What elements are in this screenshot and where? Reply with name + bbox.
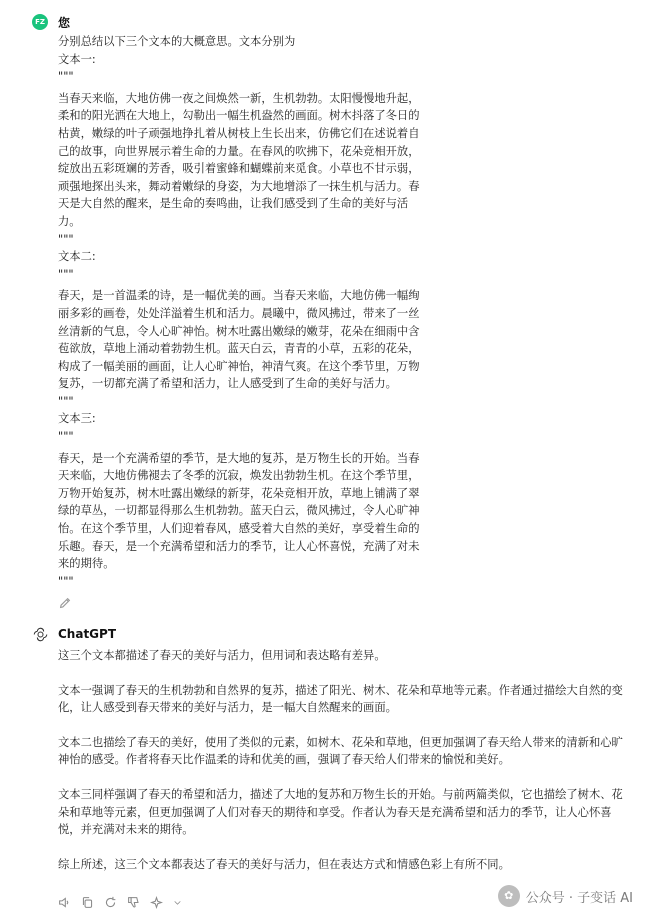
- message-actions: [58, 896, 182, 909]
- user-text-line: 力。: [58, 214, 81, 228]
- thumbs-down-icon[interactable]: [127, 896, 140, 909]
- user-text-line: 绿的草丛，一切都显得那么生机勃勃。蓝天白云，微风拂过，令人心旷神: [58, 504, 420, 518]
- user-text-line: 构成了一幅美丽的画面，让人心旷神怡，神清气爽。在这个季节里，万物: [58, 359, 420, 373]
- user-text-line: 天来临，大地仿佛褪去了冬季的沉寂，焕发出勃勃生机。在这个季节里，: [58, 469, 420, 483]
- edit-icon[interactable]: [58, 596, 72, 610]
- assistant-name: ChatGPT: [58, 627, 117, 641]
- user-text-line: """: [58, 232, 74, 246]
- user-text-line: 乐趣。春天，是一个充满希望和活力的季节，让人心怀喜悦，充满了对未: [58, 539, 420, 553]
- user-text-line: 当春天来临，大地仿佛一夜之间焕然一新，生机勃勃。太阳慢慢地升起，: [58, 91, 420, 105]
- user-message-body: [58, 33, 448, 590]
- assistant-paragraph: 文本一强调了春天的生机勃勃和自然界的复苏，描述了阳光、树木、花朵和草地等元素。作者通过描绘大自然的变化，让人感受到春天带来的美好与活力，是一幅大自然醒来的画面。: [58, 683, 623, 715]
- copy-icon[interactable]: [81, 896, 94, 909]
- assistant-paragraph: 这三个文本都描述了春天的美好与活力，但用词和表达略有差异。: [58, 649, 386, 662]
- user-text-line: 春天，是一首温柔的诗，是一幅优美的画。当春天来临，大地仿佛一幅绚: [58, 289, 420, 303]
- user-text-line: 春天，是一个充满希望的季节，是大地的复苏，是万物生长的开始。当春: [58, 451, 420, 465]
- user-text-line: 丝清新的气息，令人心旷神怡。树木吐露出嫩绿的嫩芽，花朵在细雨中含: [58, 324, 420, 338]
- user-text-line: 来的期待。: [58, 557, 115, 571]
- watermark: [498, 885, 633, 907]
- assistant-paragraph: 文本三同样强调了春天的希望和活力，描述了大地的复苏和万物生长的开始。与前两篇类似，它也描绘了树木、花朵和草地等元素，但更加强调了人们对春天的期待和享受。作者认为春天是充满希望和活力的季节，让人心怀喜悦，并充满对未来的期待。: [58, 787, 623, 837]
- assistant-paragraph: 文本二也描绘了春天的美好，使用了类似的元素，如树木、花朵和草地，但更加强调了春天给人带来的清新和心旷神怡的感受。作者将春天比作温柔的诗和优美的画，强调了春天给人们带来的愉悦和美好。: [58, 735, 623, 767]
- user-text-line: 文本三:: [58, 412, 96, 426]
- speaker-icon[interactable]: [58, 896, 71, 909]
- user-avatar: FZ: [32, 14, 48, 30]
- user-text-line: 万物开始复苏，树木吐露出嫩绿的新芽，花朵竞相开放，草地上铺满了翠: [58, 486, 420, 500]
- user-text-line: 顽强地探出头来，舞动着嫩绿的身姿，为大地增添了一抹生机与活力。春: [58, 179, 420, 193]
- watermark-text: 公众号 · 子变话 AI: [525, 890, 633, 906]
- user-text-line: 丽多彩的画卷，处处洋溢着生机和活力。晨曦中，微风拂过，带来了一丝: [58, 306, 420, 320]
- assistant-message-body: [58, 647, 628, 890]
- user-text-line: 己的故事，向世界展示着生命的力量。在春风的吹拂下，花朵竞相开放，: [58, 144, 420, 158]
- user-text-line: 分别总结以下三个文本的大概意思。文本分别为: [58, 35, 296, 48]
- user-text-line: 绽放出五彩斑斓的芳香，吸引着蜜蜂和蝴蝶前来觅食。小草也不甘示弱，: [58, 162, 420, 176]
- assistant-paragraph: 综上所述，这三个文本都表达了春天的美好与活力，但在表达方式和情感色彩上有所不同。: [58, 857, 510, 871]
- user-text-line: 苞欲放，草地上涌动着勃勃生机。蓝天白云，青青的小草，五彩的花朵，: [58, 342, 420, 356]
- sparkle-icon[interactable]: [150, 896, 163, 909]
- user-text-line: """: [58, 430, 74, 444]
- user-text-line: 文本一:: [58, 52, 96, 66]
- user-text-line: """: [58, 394, 74, 408]
- chevron-down-icon[interactable]: [173, 896, 182, 909]
- user-name: 您: [58, 16, 71, 30]
- user-text-line: """: [58, 70, 74, 84]
- user-text-line: 柔和的阳光洒在大地上，勾勒出一幅生机盎然的画面。树木抖落了冬日的: [58, 109, 420, 123]
- chatgpt-logo-icon: [33, 627, 48, 642]
- user-text-line: 天是大自然的醒来，是生命的奏鸣曲，让我们感受到了生命的美好与活: [58, 197, 409, 211]
- user-text-line: """: [58, 574, 74, 588]
- wechat-logo-icon: ✿: [498, 885, 520, 907]
- user-text-line: 怡。在这个季节里，人们迎着春风，感受着大自然的美好，享受着生命的: [58, 522, 420, 536]
- user-text-line: 枯黄，嫩绿的叶子顽强地挣扎着从树枝上生长出来，仿佛它们在述说着自: [58, 126, 420, 140]
- regenerate-icon[interactable]: [104, 896, 117, 909]
- user-text-line: 文本二:: [58, 250, 96, 264]
- user-text-line: """: [58, 267, 74, 281]
- user-text-line: 复苏，一切都充满了希望和活力，让人感受到了生命的美好与活力。: [58, 377, 397, 391]
